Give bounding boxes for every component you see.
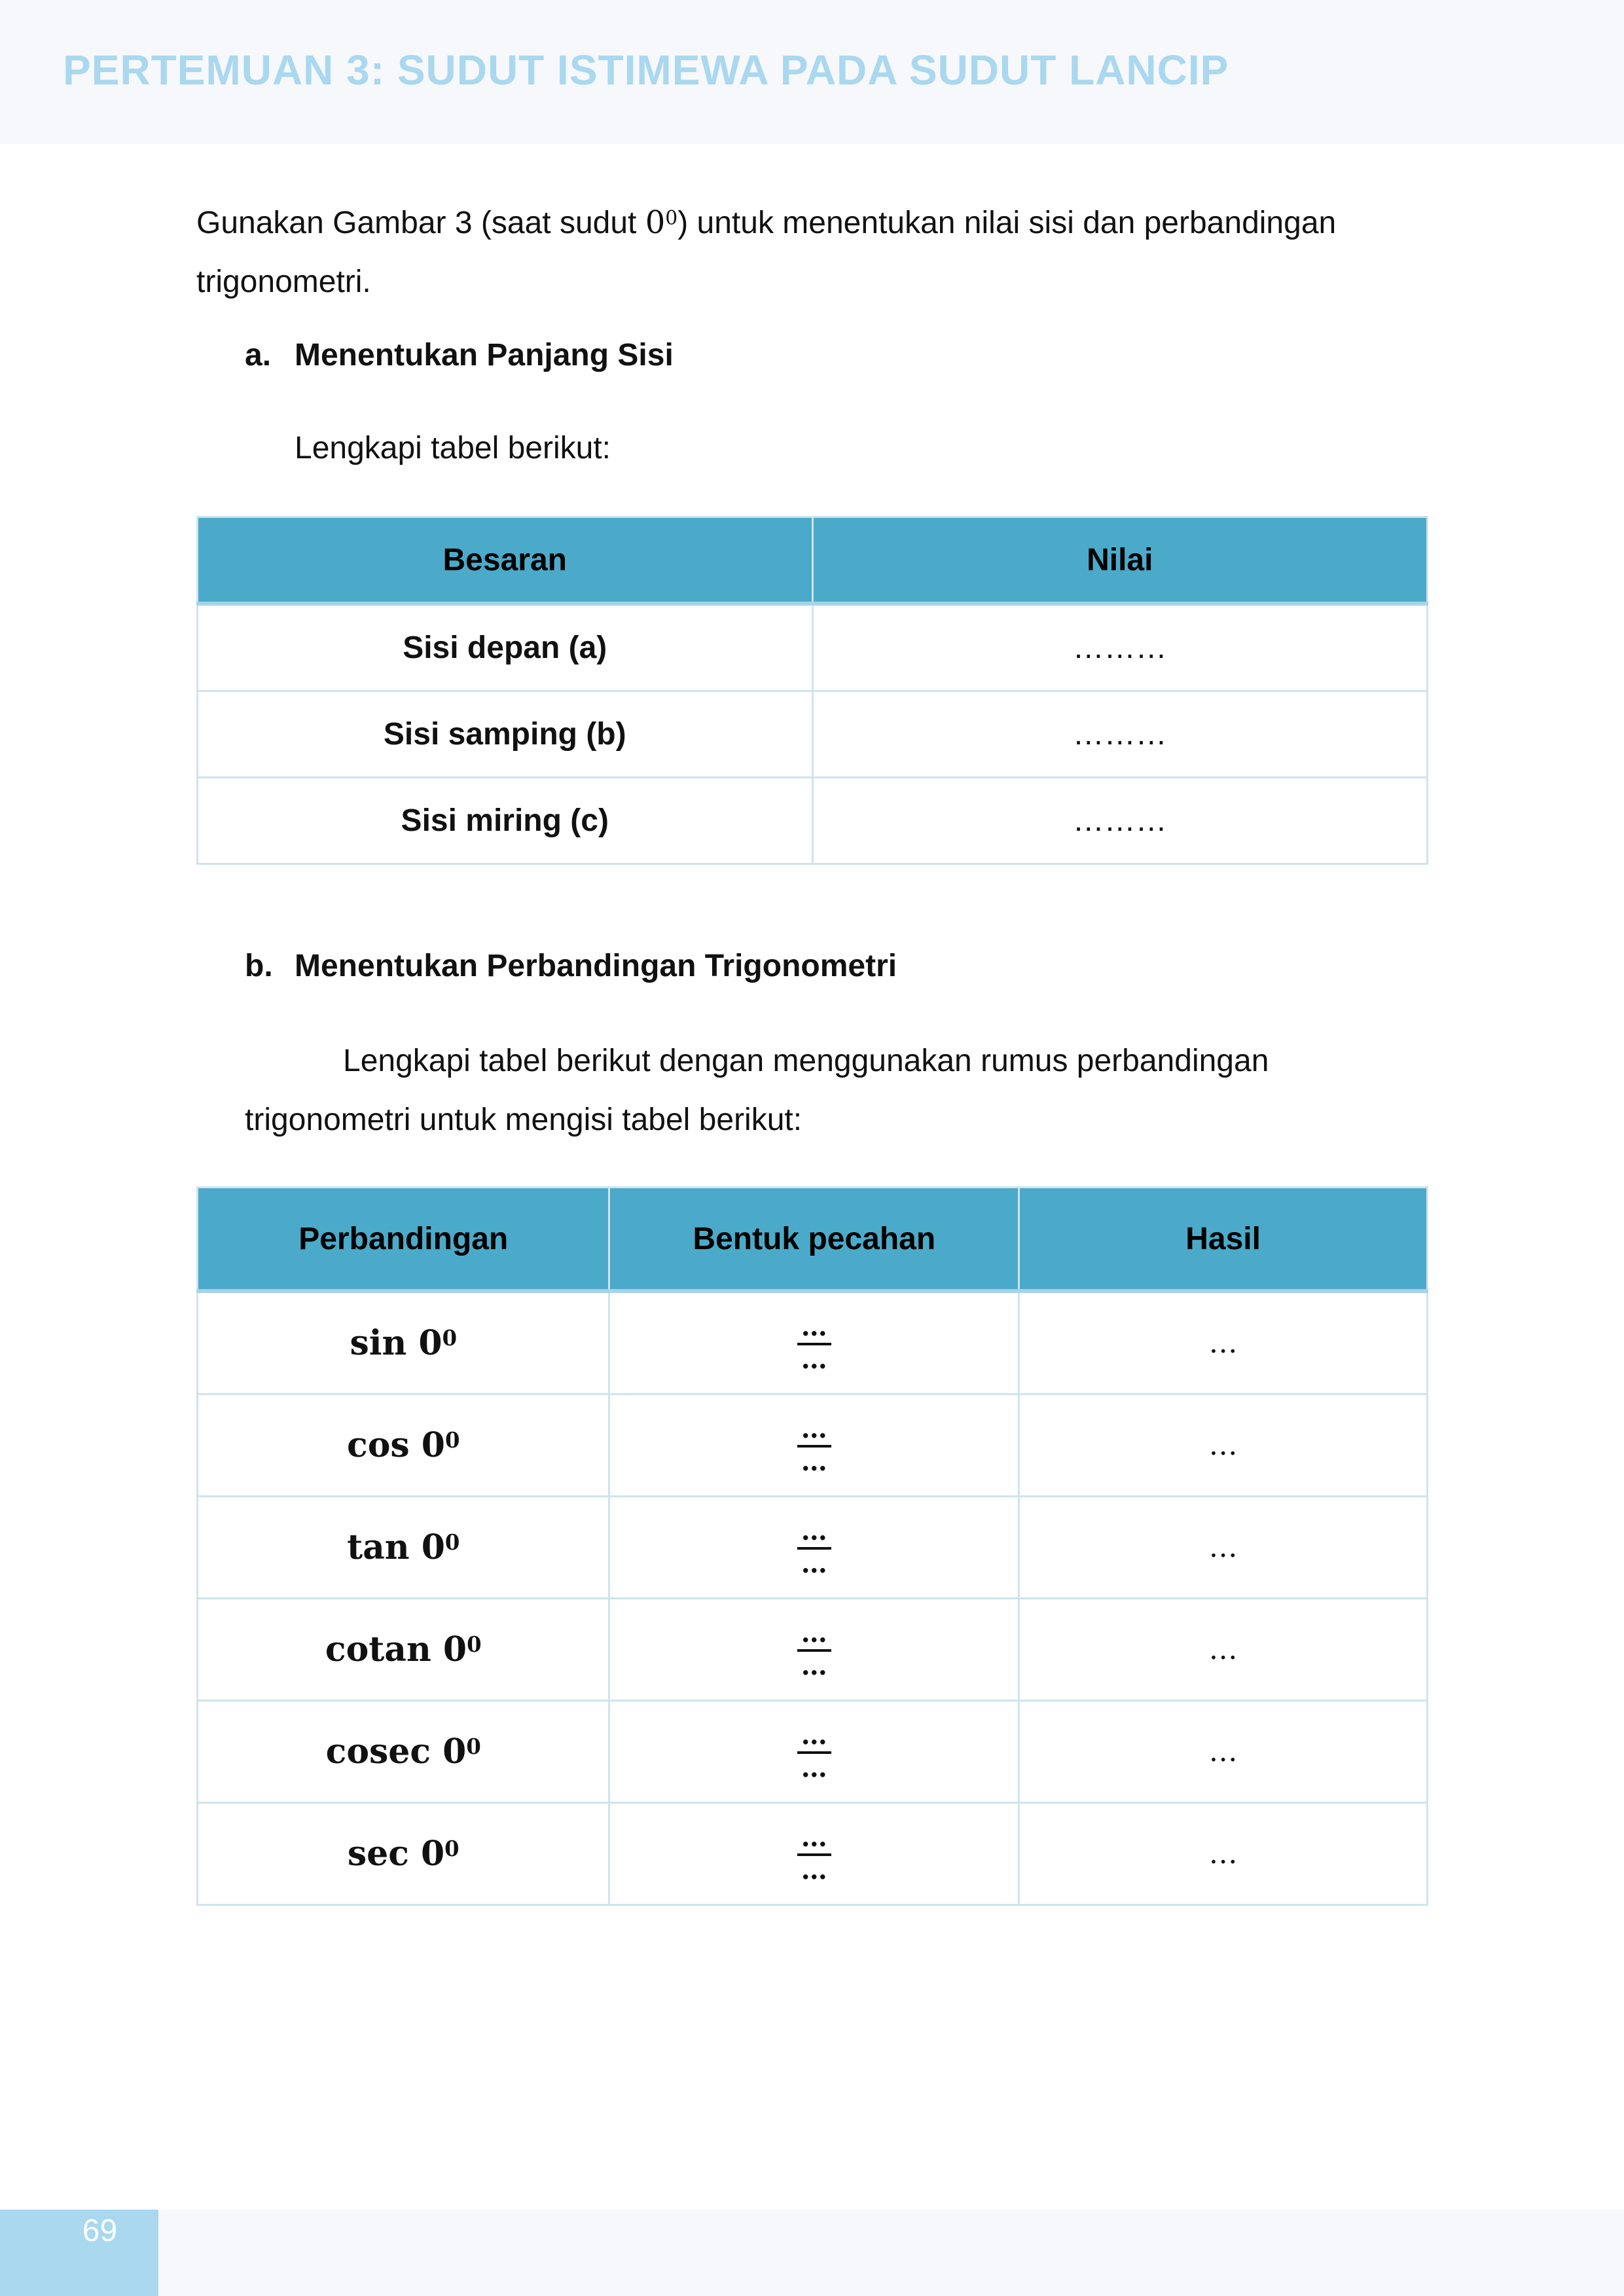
section-b-instruction: Lengkapi tabel berikut dengan menggunakan rumus perbandingan trigonometri untuk mengisi tabel berikut:	[245, 1044, 1269, 1137]
trig-angle: 0	[420, 1834, 445, 1874]
trig-function-cell	[198, 1701, 609, 1803]
trig-angle: 0	[421, 1527, 445, 1568]
trig-function-name: cos	[347, 1425, 410, 1466]
fraction-numerator: …	[797, 1825, 831, 1856]
result-blank[interactable]: …	[1019, 1701, 1428, 1803]
row-value-blank[interactable]: ………	[812, 778, 1428, 864]
section-a-letter: a.	[245, 338, 272, 373]
angle-degree: 0	[665, 207, 678, 230]
fraction-cell[interactable]	[609, 1803, 1019, 1905]
table-header-row	[198, 1188, 1428, 1292]
row-value-blank[interactable]: ………	[812, 604, 1428, 691]
trig-function-cell	[198, 1599, 609, 1701]
table-row	[198, 691, 1428, 778]
fraction-denominator: …	[801, 1343, 827, 1375]
table-row	[198, 1497, 1428, 1599]
trig-function-name: cotan	[325, 1630, 431, 1670]
row-label: Sisi samping (b)	[198, 691, 813, 778]
fraction-denominator: …	[801, 1446, 827, 1477]
result-blank[interactable]: …	[1019, 1497, 1428, 1599]
section-a-title: Menentukan Panjang Sisi	[295, 338, 674, 373]
fraction	[797, 1719, 831, 1783]
fraction-numerator: …	[797, 1416, 831, 1448]
fraction	[797, 1821, 831, 1886]
trig-angle: 0	[442, 1732, 467, 1772]
section-b-title: Menentukan Perbandingan Trigonometri	[295, 949, 897, 983]
trig-angle: 0	[418, 1323, 442, 1364]
fraction-numerator: …	[797, 1518, 831, 1550]
trig-ratio-table	[196, 1186, 1428, 1906]
trig-function-name: tan	[347, 1527, 410, 1568]
header-nilai: Nilai	[812, 517, 1428, 604]
section-a-instruction: Lengkapi tabel berikut:	[295, 431, 611, 465]
table-row	[198, 1701, 1428, 1803]
table-header-row	[198, 517, 1428, 604]
trig-function-name: sec	[347, 1834, 409, 1874]
result-blank[interactable]: …	[1019, 1394, 1428, 1497]
page-number: 69	[82, 2214, 118, 2248]
section-b-letter: b.	[245, 949, 273, 983]
fraction	[797, 1413, 831, 1477]
table-row	[198, 778, 1428, 864]
table-row	[198, 604, 1428, 691]
trig-function-name: cosec	[325, 1732, 431, 1772]
fraction	[797, 1311, 831, 1375]
angle-base: 0	[645, 204, 666, 241]
header-hasil: Hasil	[1019, 1188, 1428, 1292]
fraction-denominator: …	[801, 1548, 827, 1579]
trig-function-cell	[198, 1394, 609, 1497]
fraction-denominator: …	[801, 1752, 827, 1783]
intro-paragraph	[196, 187, 1440, 312]
fraction-cell[interactable]	[609, 1291, 1019, 1394]
fraction-cell[interactable]	[609, 1394, 1019, 1497]
side-length-table	[196, 516, 1428, 865]
trig-angle: 0	[442, 1630, 467, 1670]
trig-angle-degree: 0	[466, 1734, 481, 1759]
footer-band	[0, 2210, 1624, 2296]
header-bentuk-pecahan: Bentuk pecahan	[609, 1188, 1019, 1292]
trig-angle-degree: 0	[444, 1427, 460, 1453]
fraction-cell[interactable]	[609, 1701, 1019, 1803]
table-row	[198, 1803, 1428, 1905]
result-blank[interactable]: …	[1019, 1599, 1428, 1701]
fraction-cell[interactable]	[609, 1497, 1019, 1599]
trig-function-cell	[198, 1497, 609, 1599]
table-row	[198, 1394, 1428, 1497]
row-label: Sisi miring (c)	[198, 778, 813, 864]
fraction-denominator: …	[801, 1854, 827, 1886]
fraction-cell[interactable]	[609, 1599, 1019, 1701]
row-label: Sisi depan (a)	[198, 604, 813, 691]
fraction	[797, 1515, 831, 1579]
result-blank[interactable]: …	[1019, 1803, 1428, 1905]
fraction-denominator: …	[801, 1650, 827, 1681]
table-row	[198, 1599, 1428, 1701]
fraction-numerator: …	[797, 1722, 831, 1754]
fraction-numerator: …	[797, 1620, 831, 1652]
trig-angle-degree: 0	[442, 1325, 458, 1351]
page-title: PERTEMUAN 3: SUDUT ISTIMEWA PADA SUDUT LANCIP	[63, 46, 1229, 94]
trig-angle-degree: 0	[444, 1529, 460, 1555]
trig-function-cell	[198, 1803, 609, 1905]
table-row	[198, 1291, 1428, 1394]
header-perbandingan: Perbandingan	[198, 1188, 609, 1292]
trig-angle-degree: 0	[467, 1631, 482, 1657]
section-a-heading	[245, 337, 674, 373]
fraction	[797, 1617, 831, 1681]
intro-text-after: ) untuk menentukan nilai sisi dan perbandingan trigonometri.	[196, 206, 1337, 299]
trig-function-name: sin	[350, 1323, 407, 1364]
fraction-numerator: …	[797, 1314, 831, 1345]
trig-angle-degree: 0	[444, 1836, 460, 1861]
trig-function-cell	[198, 1291, 609, 1394]
result-blank[interactable]: …	[1019, 1291, 1428, 1394]
row-value-blank[interactable]: ………	[812, 691, 1428, 778]
trig-angle: 0	[421, 1425, 445, 1466]
header-besaran: Besaran	[198, 517, 813, 604]
section-b-heading	[245, 948, 897, 984]
intro-text-before: Gunakan Gambar 3 (saat sudut	[196, 206, 645, 240]
